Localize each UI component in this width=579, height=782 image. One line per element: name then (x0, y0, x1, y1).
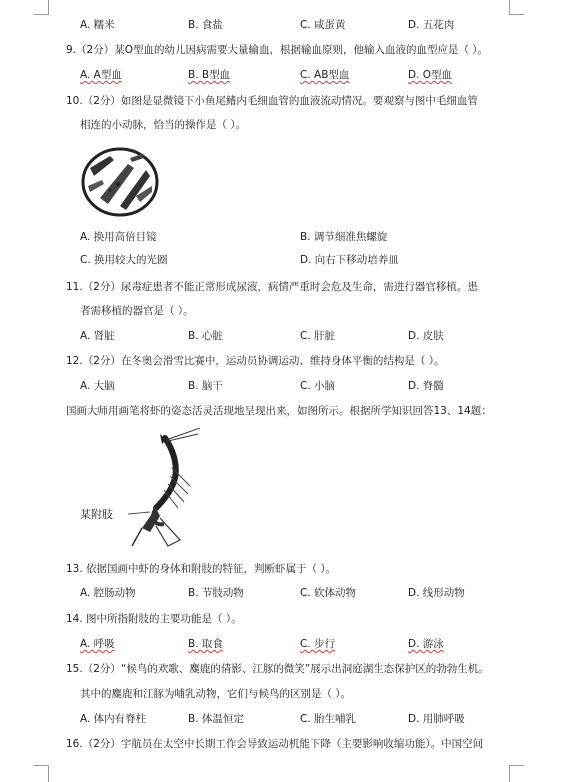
q12-option-c: C. 小脑 (300, 380, 336, 392)
q13-option-d: D. 线形动物 (408, 587, 465, 599)
q11-option-d: D. 皮肤 (408, 330, 444, 342)
q15-option-d: D. 用肺呼吸 (408, 713, 465, 725)
question-15-line2: 其中的麋鹿和江豚为哺乳动物，它们与候鸟的区别是（ ）。 (80, 688, 352, 700)
q11-option-b: B. 心脏 (188, 330, 223, 342)
question-10-line2: 相连的小动脉，恰当的操作是（ ）。 (80, 119, 247, 131)
q14-option-b: B. 取食 (188, 638, 223, 650)
microscope-view-image (80, 146, 160, 218)
q15-option-b: B. 体温恒定 (188, 713, 244, 725)
crop-mark (48, 0, 49, 14)
crop-mark (34, 14, 49, 15)
q10-option-b: B. 调节细准焦螺旋 (300, 231, 388, 243)
q9-option-b: B. B型血 (188, 69, 231, 81)
question-9: 9.（2分）某O型血的幼儿因病需要大量输血，根据输血原则，他输入血液的血型应是（ ）。 (66, 44, 489, 56)
crop-mark (509, 0, 510, 14)
question-12: 12.（2分）在冬奥会滑雪比赛中，运动员协调运动、维持身体平衡的结构是（ ）。 (66, 355, 445, 367)
crop-mark (48, 765, 49, 782)
q10-option-d: D. 向右下移动培养皿 (300, 254, 399, 266)
question-14: 14. 图中所指附肢的主要功能是（ ）。 (66, 613, 242, 625)
q11-option-c: C. 肝脏 (300, 330, 336, 342)
q12-option-b: B. 脑干 (188, 380, 223, 392)
q13-option-b: B. 节肢动物 (188, 587, 244, 599)
option-c: C. 咸蛋黄 (300, 19, 346, 31)
intro-13-14: 国画大师用画笔将虾的姿态活灵活现地呈现出来，如图所示。根据所学知识回答13、14题： (66, 405, 492, 417)
q15-option-a: A. 体内有脊柱 (80, 713, 147, 725)
option-b: B. 食盐 (188, 19, 223, 31)
shrimp-painting-image (120, 428, 200, 553)
crop-mark (34, 765, 49, 766)
question-11-line1: 11.（2分）尿毒症患者不能正常形成尿液，病情严重时会危及生命，需进行器官移植。患 (66, 281, 478, 293)
q12-option-a: A. 大脑 (80, 380, 115, 392)
q12-option-d: D. 脊髓 (408, 380, 444, 392)
option-a: A. 糯米 (80, 19, 115, 31)
q13-option-c: C. 软体动物 (300, 587, 357, 599)
crop-mark (509, 765, 510, 782)
q14-option-c: C. 步行 (300, 638, 336, 650)
question-10-line1: 10.（2分）如图是显微镜下小鱼尾鳍内毛细血管的血液流动情况。要观察与图中毛细血管 (66, 95, 478, 107)
q14-option-a: A. 呼吸 (80, 638, 115, 650)
q13-option-a: A. 腔肠动物 (80, 587, 136, 599)
option-d: D. 五花肉 (408, 19, 455, 31)
crop-mark (509, 765, 524, 766)
q10-option-c: C. 换用较大的光圈 (80, 254, 168, 266)
q11-option-a: A. 肾脏 (80, 330, 115, 342)
crop-mark (509, 14, 524, 15)
shrimp-appendage-label: 某附肢 (80, 508, 113, 521)
question-11-line2: 者需移植的器官是（ ）。 (80, 305, 194, 317)
question-15-line1: 15.（2分）“候鸟的欢歌、麋鹿的倩影、江豚的微笑”展示出洞庭湖生态保护区的勃勃生机。 (66, 663, 489, 675)
q14-option-d: D. 游泳 (408, 638, 444, 650)
question-16-line1: 16.（2分）宇航员在太空中长期工作会导致运动机能下降（主要影响收缩功能）。中国空间 (66, 738, 484, 750)
q9-option-d: D. O型血 (408, 69, 453, 81)
q9-option-c: C. AB型血 (300, 69, 350, 81)
question-13: 13. 依据国画中虾的身体和附肢的特征，判断虾属于（ ）。 (66, 563, 337, 575)
q9-option-a: A. A型血 (80, 69, 122, 81)
q15-option-c: C. 胎生哺乳 (300, 713, 357, 725)
q10-option-a: A. 换用高倍目镜 (80, 231, 157, 243)
